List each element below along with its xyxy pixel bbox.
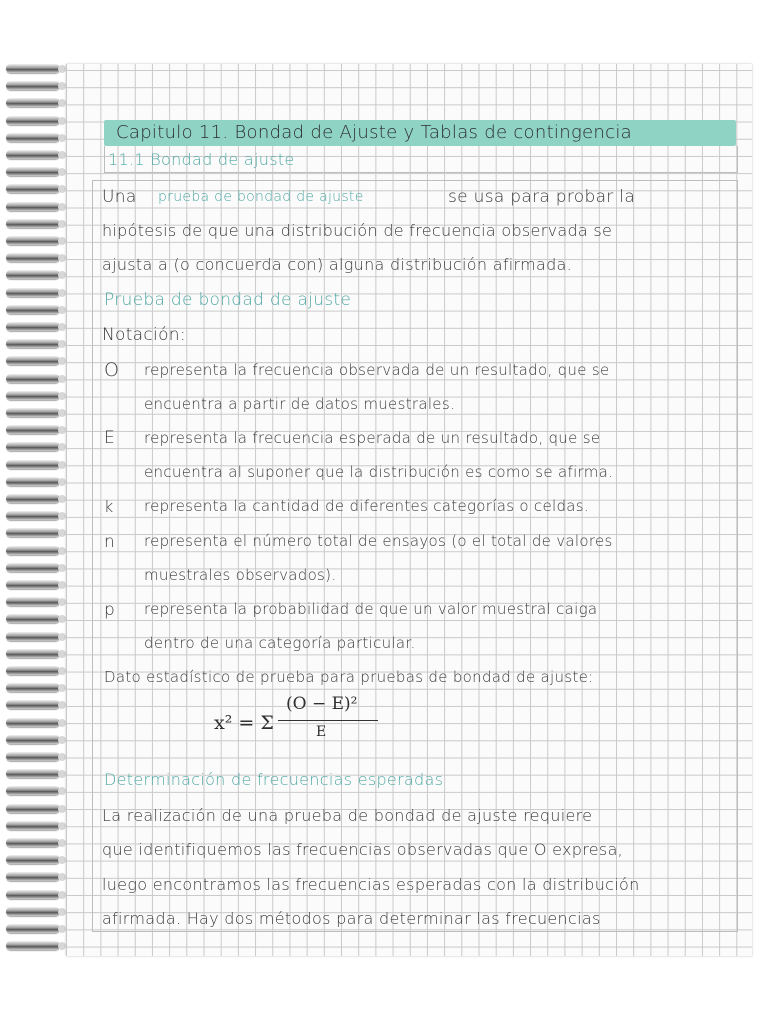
binding-hole [58, 117, 66, 125]
notation-e-line1: representa la frecuencia esperada de un resultado, que se [144, 429, 601, 447]
spiral-ring [6, 374, 60, 383]
notation-n-line2: muestrales observados). [144, 566, 337, 584]
statistic-label: Dato estadístico de prueba para pruebas de bondad de ajuste: [104, 668, 594, 686]
spiral-ring [6, 700, 60, 709]
spiral-ring [6, 924, 60, 933]
spiral-ring [6, 718, 60, 727]
notation-p-line1: representa la probabilidad de que un valor muestral caiga [144, 600, 598, 618]
binding-hole [58, 495, 66, 503]
intro-line-2: hipótesis de que una distribución de frecuencia observada se [102, 221, 613, 240]
spiral-ring [6, 167, 60, 176]
spiral-ring [6, 98, 60, 107]
spiral-ring [6, 528, 60, 537]
spiral-ring [6, 288, 60, 297]
spiral-ring [6, 649, 60, 658]
binding-hole [58, 701, 66, 709]
binding-hole [58, 254, 66, 262]
binding-hole [58, 323, 66, 331]
intro-line-1-end: se usa para probar la [448, 187, 636, 207]
binding-hole [58, 357, 66, 365]
spiral-ring [6, 769, 60, 778]
binding-hole [58, 271, 66, 279]
binding-hole [58, 99, 66, 107]
binding-hole [58, 925, 66, 933]
binding-hole [58, 615, 66, 623]
binding-hole [58, 134, 66, 142]
spiral-ring [6, 580, 60, 589]
spiral-ring [6, 477, 60, 486]
binding-hole [58, 392, 66, 400]
formula-numerator: (O − E)² [286, 694, 358, 714]
binding-hole [58, 65, 66, 73]
spiral-ring [6, 64, 60, 73]
spiral-ring [6, 855, 60, 864]
binding-hole [58, 564, 66, 572]
closing-line-1: La realización de una prueba de bondad de ajuste requiere [102, 806, 593, 825]
binding-hole [58, 237, 66, 245]
binding-hole [58, 942, 66, 950]
spiral-ring [6, 907, 60, 916]
binding-hole [58, 306, 66, 314]
notation-p-line2: dentro de una categoría particular. [144, 634, 416, 652]
binding-hole [58, 185, 66, 193]
spiral-ring [6, 236, 60, 245]
spiral-binding [0, 60, 70, 960]
spiral-ring [6, 614, 60, 623]
binding-hole [58, 891, 66, 899]
spiral-ring [6, 494, 60, 503]
spiral-ring [6, 460, 60, 469]
spiral-ring [6, 184, 60, 193]
spiral-ring [6, 425, 60, 434]
spiral-ring [6, 116, 60, 125]
spiral-ring [6, 752, 60, 761]
closing-line-2: que identifiquemos las frecuencias observadas que O expresa, [102, 840, 624, 859]
notation-k-line1: representa la cantidad de diferentes categorías o celdas. [144, 497, 589, 515]
binding-hole [58, 375, 66, 383]
binding-hole [58, 873, 66, 881]
binding-hole [58, 787, 66, 795]
binding-hole [58, 426, 66, 434]
notation-symbol-n: n [104, 532, 116, 552]
subheading-determinacion: Determinación de frecuencias esperadas [104, 770, 444, 789]
closing-line-3: luego encontramos las frecuencias esperadas con la distribución [102, 875, 640, 894]
spiral-ring [6, 546, 60, 555]
notation-symbol-o: O [104, 359, 120, 381]
binding-hole [58, 340, 66, 348]
spiral-ring [6, 511, 60, 520]
notation-e-line2: encuentra al suponer que la distribución es como se afirma. [144, 463, 614, 481]
spiral-ring [6, 821, 60, 830]
binding-hole [58, 598, 66, 606]
spiral-ring [6, 322, 60, 331]
binding-hole [58, 512, 66, 520]
binding-hole [58, 650, 66, 658]
formula-denominator: E [316, 724, 327, 740]
spiral-ring [6, 219, 60, 228]
spiral-ring [6, 356, 60, 365]
binding-hole [58, 822, 66, 830]
formula-fraction-bar [278, 720, 378, 721]
binding-hole [58, 633, 66, 641]
spiral-ring [6, 872, 60, 881]
binding-hole [58, 856, 66, 864]
spiral-ring [6, 81, 60, 90]
notation-symbol-p: p [104, 600, 116, 620]
binding-hole [58, 82, 66, 90]
spiral-ring [6, 339, 60, 348]
binding-hole [58, 168, 66, 176]
binding-hole [58, 770, 66, 778]
spiral-ring [6, 253, 60, 262]
spiral-ring [6, 597, 60, 606]
subheading-prueba: Prueba de bondad de ajuste [104, 290, 352, 310]
binding-hole [58, 461, 66, 469]
binding-hole [58, 581, 66, 589]
binding-hole [58, 667, 66, 675]
spiral-ring [6, 941, 60, 950]
binding-hole [58, 443, 66, 451]
spiral-ring [6, 683, 60, 692]
binding-hole [58, 719, 66, 727]
spiral-ring [6, 735, 60, 744]
spiral-ring [6, 786, 60, 795]
binding-hole [58, 529, 66, 537]
intro-term: prueba de bondad de ajuste [158, 189, 364, 205]
binding-hole [58, 151, 66, 159]
spiral-ring [6, 804, 60, 813]
spiral-ring [6, 133, 60, 142]
binding-hole [58, 753, 66, 761]
intro-word-una: Una [102, 187, 137, 207]
notation-n-line1: representa el número total de ensayos (o el total de valores [144, 532, 613, 550]
intro-line-3: ajusta a (o concuerda con) alguna distribución afirmada. [102, 255, 573, 274]
notation-symbol-e: E [104, 428, 116, 448]
notation-o-line1: representa la frecuencia observada de un resultado, que se [144, 361, 610, 379]
spiral-ring [6, 150, 60, 159]
spiral-ring [6, 391, 60, 400]
spiral-ring [6, 563, 60, 572]
binding-hole [58, 289, 66, 297]
formula-lhs: x² = Σ [214, 712, 274, 734]
section-title: 11.1 Bondad de ajuste [108, 150, 295, 169]
chapter-title: Capitulo 11. Bondad de Ajuste y Tablas de contingencia [116, 122, 632, 143]
spiral-ring [6, 666, 60, 675]
notation-o-line2: encuentra a partir de datos muestrales. [144, 395, 456, 413]
binding-hole [58, 736, 66, 744]
binding-hole [58, 203, 66, 211]
binding-hole [58, 409, 66, 417]
binding-hole [58, 220, 66, 228]
spiral-ring [6, 442, 60, 451]
notation-label: Notación: [102, 325, 186, 345]
spiral-ring [6, 305, 60, 314]
spiral-ring [6, 408, 60, 417]
binding-hole [58, 839, 66, 847]
notation-symbol-k: k [104, 497, 114, 516]
spiral-ring [6, 202, 60, 211]
binding-hole [58, 805, 66, 813]
chi-square-formula [214, 694, 384, 744]
spiral-ring [6, 270, 60, 279]
binding-hole [58, 547, 66, 555]
binding-hole [58, 478, 66, 486]
binding-hole [58, 908, 66, 916]
spiral-ring [6, 632, 60, 641]
spiral-ring [6, 838, 60, 847]
closing-line-4: afirmada. Hay dos métodos para determinar las frecuencias [102, 909, 601, 928]
binding-hole [58, 684, 66, 692]
spiral-ring [6, 890, 60, 899]
